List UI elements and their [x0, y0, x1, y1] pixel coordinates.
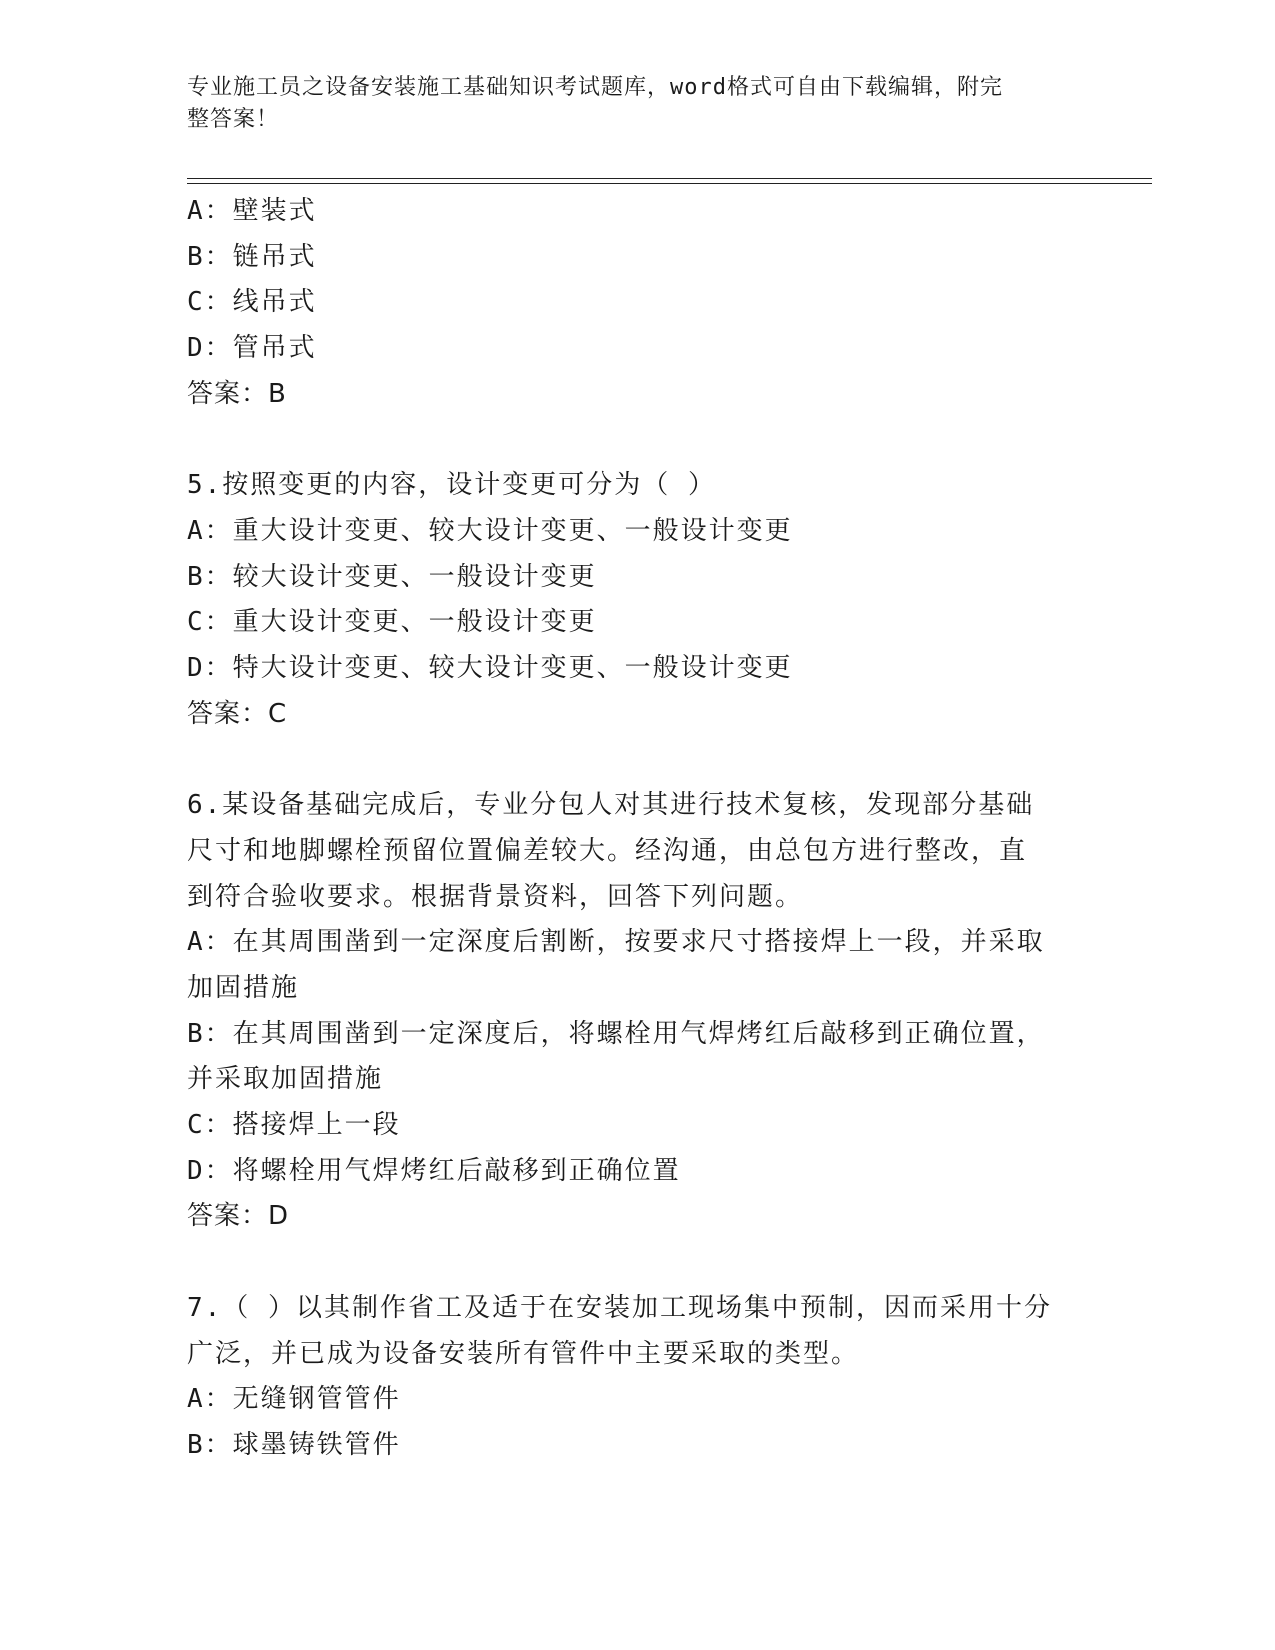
question-list: [187, 189, 1087, 1469]
question-stem: 5.按照变更的内容，设计变更可分为（ ）: [187, 470, 716, 501]
option-a-line-1: A：在其周围凿到一定深度后割断，按要求尺寸搭接焊上一段，并采取: [187, 927, 1045, 958]
option-c: C：搭接焊上一段: [187, 1110, 401, 1141]
question-stem-line-3: 到符合验收要求。根据背景资料，回答下列问题。: [187, 881, 804, 912]
option-b: B：链吊式: [187, 241, 317, 272]
option-b-line-1: B：在其周围凿到一定深度后，将螺栓用气焊烤红后敲移到正确位置，: [187, 1018, 1045, 1049]
option-c: C：线吊式: [187, 287, 317, 318]
option-a: A：重大设计变更、较大设计变更、一般设计变更: [187, 515, 793, 546]
question-7: [187, 1286, 1087, 1469]
option-d: D：管吊式: [187, 333, 317, 364]
question-stem-line-1: 6.某设备基础完成后，专业分包人对其进行技术复核，发现部分基础: [187, 790, 1035, 821]
option-d: D：特大设计变更、较大设计变更、一般设计变更: [187, 653, 793, 684]
question-4: [187, 189, 1087, 418]
answer: 答案：B: [187, 378, 287, 409]
answer: 答案：C: [187, 698, 288, 729]
header-rule-bottom: [187, 183, 1152, 184]
option-c: C：重大设计变更、一般设计变更: [187, 607, 597, 638]
option-a: A：无缝钢管管件: [187, 1384, 401, 1415]
option-b: B：球墨铸铁管件: [187, 1429, 401, 1460]
option-d: D：将螺栓用气焊烤红后敲移到正确位置: [187, 1155, 681, 1186]
document-header: [187, 72, 1067, 136]
question-stem-line-2: 尺寸和地脚螺栓预留位置偏差较大。经沟通，由总包方进行整改，直: [187, 835, 1028, 866]
answer: 答案：D: [187, 1201, 290, 1232]
option-a-line-2: 加固措施: [187, 972, 300, 1003]
question-5: [187, 463, 1087, 737]
option-b: B：较大设计变更、一般设计变更: [187, 561, 597, 592]
header-line-2: 整答案！: [187, 107, 280, 132]
question-stem-line-1: 7.（ ）以其制作省工及适于在安装加工现场集中预制，因而采用十分: [187, 1292, 1052, 1323]
header-rule-top: [187, 178, 1152, 179]
header-line-1: 专业施工员之设备安装施工基础知识考试题库，word格式可自由下载编辑，附完: [187, 75, 1003, 100]
question-stem-line-2: 广泛，并已成为设备安装所有管件中主要采取的类型。: [187, 1338, 860, 1369]
question-6: [187, 783, 1087, 1240]
option-b-line-2: 并采取加固措施: [187, 1064, 384, 1095]
option-a: A：壁装式: [187, 196, 317, 226]
